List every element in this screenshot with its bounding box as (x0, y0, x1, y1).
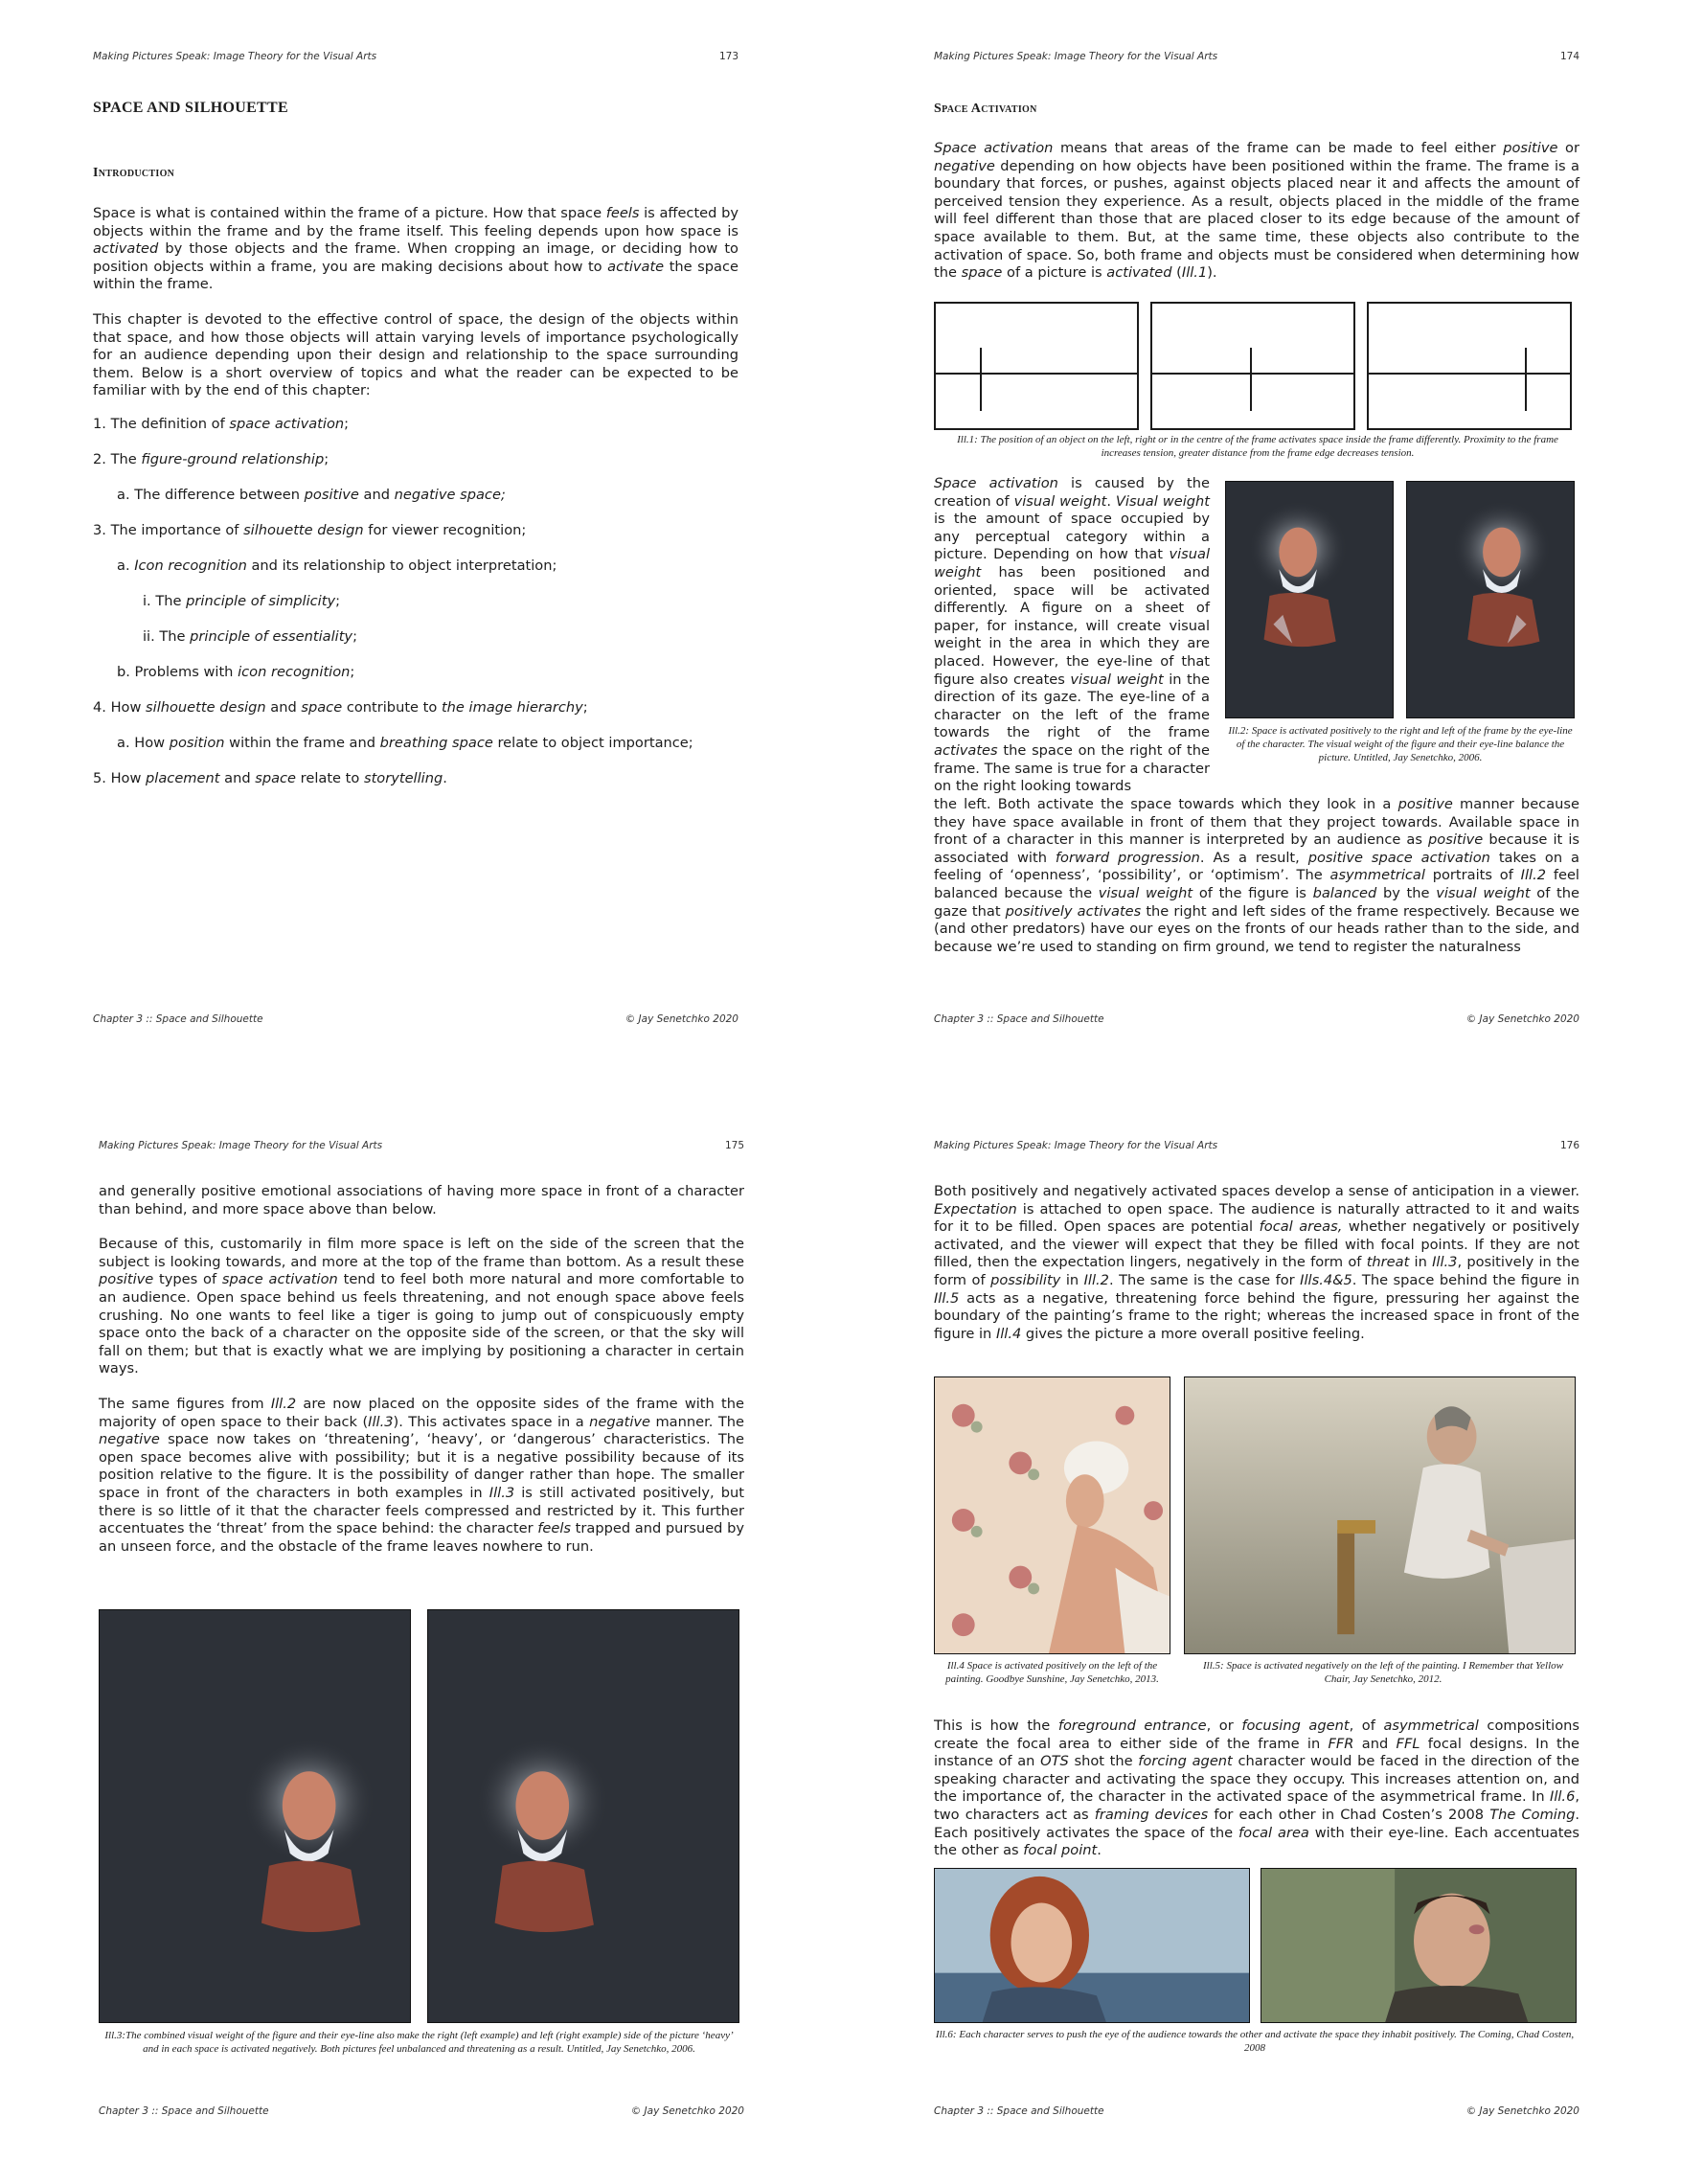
running-footer: Chapter 3 :: Space and Silhouette © Jay Senetchko 2020 (99, 2105, 744, 2117)
list-item: 3. The importance of silhouette design for viewer recognition; (93, 522, 527, 538)
ill3-caption: Ill.3:The combined visual weight of the figure and their eye-line also make the right (left example) and left (right example) side of the picture ‘heavy’ and in each space is activated negatively. Both pictures feel unbalanced and threatening as a result. Untitled, Jay Senetchko, 2006. (104, 2030, 734, 2055)
list-item: a. How position within the frame and breathing space relate to object importance; (117, 735, 693, 751)
ill4-caption: Ill.4 Space is activated positively on the left of the painting. Goodbye Sunshine, Jay Senetchko, 2013. (945, 1660, 1159, 1685)
ill6-caption: Ill.6: Each character serves to push the eye of the audience towards the other and activate the space they inhabit positively. The Coming, Chad Costen, 2008 (935, 2029, 1575, 2054)
object-line (1525, 348, 1527, 411)
ill1-frame-center (1150, 302, 1355, 430)
running-header: Making Pictures Speak: Image Theory for the Visual Arts 175 (99, 1140, 744, 1151)
running-footer: Chapter 3 :: Space and Silhouette © Jay Senetchko 2020 (934, 1013, 1579, 1025)
running-header: Making Pictures Speak: Image Theory for the Visual Arts 174 (934, 51, 1579, 62)
object-line (980, 348, 982, 411)
horizon-line (1152, 373, 1353, 375)
ill5-caption: Ill.5: Space is activated negatively on the left of the painting. I Remember that Yellow Chair, Jay Senetchko, 2012. (1203, 1660, 1563, 1685)
film-still-illustration (1261, 1869, 1576, 2022)
ill2-caption: Ill.2: Space is activated positively to the right and left of the frame by the eye-line of the character. The visual weight of the figure and their eye-line balance the picture. Untitled, Jay Senetchko, 2006. (1228, 725, 1573, 763)
film-still-illustration (935, 1869, 1249, 2022)
paragraph: Space activation is caused by the creation of visual weight. Visual weight is the amount of space occupied by any perceptual category within a picture. Depending on how that visual weight has been positioned and oriented, space will be activated differently. A figure on a sheet of paper, for instance, will create visual weight in the area in which they are placed. However, the eye-line of that figure also creates visual weight in the direction of its gaze. The eye-line of a character on the left of the frame towards the right of the frame activates the space on the right of the frame. The same is true for a character on the right looking towards (934, 475, 1210, 795)
portrait-illustration (100, 1610, 410, 2022)
page-173 (0, 0, 840, 1092)
intro-text (93, 205, 738, 418)
paragraph: the left. Both activate the space towards which they look in a positive manner because they have space available in front of them that they project towards. Available space in front of a character in this manner is interpreted by an audience as positive because it is associated with forward progression. As a result, positive space activation takes on a feeling of ‘openness’, ‘possibility’, or ‘optimism’. The asymmetrical portraits of Ill.2 feel balanced because the visual weight of the figure is balanced by the visual weight of the gaze that positively activates the right and left sides of the frame respectively. Because we (and other predators) have our eyes on the fronts of our heads rather than to the side, and because we’re used to standing on firm ground, we tend to register the naturalness (934, 796, 1580, 955)
ill5-painting (1184, 1376, 1576, 1654)
page-number: 174 (1559, 51, 1579, 62)
page-number: 175 (724, 1140, 744, 1151)
full-width-text (934, 796, 1579, 956)
running-header: Making Pictures Speak: Image Theory for the Visual Arts 173 (93, 51, 738, 62)
ill2-portrait-right (1406, 481, 1575, 718)
list-item: a. Icon recognition and its relationship to object interpretation; (117, 557, 557, 574)
page-174 (841, 0, 1681, 1092)
page-number: 176 (1559, 1140, 1579, 1151)
portrait-illustration (1226, 482, 1393, 717)
section-heading: Space Activation (934, 102, 1037, 116)
space-activation-text (934, 140, 1579, 300)
portrait-illustration (1407, 482, 1574, 717)
running-header: Making Pictures Speak: Image Theory for the Visual Arts 176 (934, 1140, 1579, 1151)
paragraph: Both positively and negatively activated spaces develop a sense of anticipation in a viewer. Expectation is attached to open space. The audience is naturally attracted to it and waits for it to be filled. Open spaces are potential focal areas, whether negatively or positively activated, and the viewer will expect that they be filled with focal points. If they are not filled, then the expectation lingers, negatively in the form of threat in Ill.3, positively in the form of possibility in Ill.2. The same is the case for Ills.4&5. The space behind the figure in Ill.5 acts as a negative, threatening force behind the figure, pressuring her against the boundary of the painting’s frame to the right; whereas the increased space in front of the figure in Ill.4 gives the picture a more overall positive feeling. (934, 1183, 1580, 1342)
list-item: 5. How placement and space relate to storytelling. (93, 770, 447, 786)
ill2-portrait-left (1225, 481, 1394, 718)
list-item: a. The difference between positive and negative space; (117, 487, 506, 503)
intro-paragraph-1: Space is what is contained within the frame of a picture. How that space feels is affected by objects within the frame and by the frame itself. This feeling depends upon how space is activated by those objects and the frame. When cropping an image, or deciding how to position objects within a frame, you are making decisions about how to activate the space within the frame. (93, 205, 738, 293)
page-176 (841, 1092, 1681, 2184)
column-text (934, 475, 1210, 796)
running-footer: Chapter 3 :: Space and Silhouette © Jay Senetchko 2020 (934, 2105, 1579, 2117)
paragraph: Space activation means that areas of the frame can be made to feel either positive or negative depending on how objects have been positioned within the frame. The frame is a boundary that forces, or pushes, against objects placed near it and affects the amount of perceived tension they experience. As a result, objects placed in the middle of the frame will feel different than those that are placed closer to its edge because of the amount of space available to them. But, at the same time, these objects also contribute to the activation of space. So, both frame and objects must be considered when determining how the space of a picture is activated (Ill.1). (934, 140, 1579, 282)
intro-paragraph-2: This chapter is devoted to the effective control of space, the design of the objects within that space, and how those objects will attain varying levels of importance psychologically for an audience depending upon their design and relationship to the space surrounding them. Below is a short overview of topics and what the reader can be expected to be familiar with by the end of this chapter: (93, 310, 738, 399)
portrait-illustration (428, 1610, 738, 2022)
page-175 (0, 1092, 840, 2184)
ill1-caption: Ill.1: The position of an object on the left, right or in the centre of the frame activates space inside the frame differently. Proximity to the frame increases tension, greater distance from the frame edge decreases tension. (957, 434, 1558, 459)
ill1-frame-right (1367, 302, 1572, 430)
horizon-line (936, 373, 1137, 375)
section-heading: Introduction (93, 166, 175, 180)
list-item: i. The principle of simplicity; (143, 593, 341, 609)
list-item: b. Problems with icon recognition; (117, 664, 355, 680)
list-item: 2. The figure-ground relationship; (93, 451, 329, 467)
ill1-frame-left (934, 302, 1139, 430)
list-item: 4. How silhouette design and space contribute to the image hierarchy; (93, 699, 588, 716)
object-line (1250, 348, 1252, 411)
paragraph: The same figures from Ill.2 are now placed on the opposite sides of the frame with the majority of open space to their back (Ill.3). This activates space in a negative manner. The negative space now takes on ‘threatening’, ‘heavy’, or ‘dangerous’ characteristics. The open space becomes alive with possibility; but it is a negative possibility because of its position relative to the figure. It is the possibility of danger rather than hope. The smaller space in front of the characters in both examples in Ill.3 is still activated positively, but there is so little of it that the character feels compressed and restricted by it. This further accentuates the ‘threat’ from the space behind: the character feels trapped and pursued by an unseen force, and the obstacle of the frame leaves nowhere to run. (99, 1395, 744, 1555)
running-footer: Chapter 3 :: Space and Silhouette © Jay Senetchko 2020 (93, 1013, 738, 1025)
ill6-still-left (934, 1868, 1250, 2023)
paragraph: Because of this, customarily in film more space is left on the side of the screen that the subject is looking towards, and more at the top of the frame than bottom. As a result these positive types of space activation tend to feel both more natural and more comfortable to an audience. Open space behind us feels threatening, and not enough space above feels crushing. No one wants to feel like a tiger is going to jump out of conspicuously empty space onto the back of a character on the opposite side of the screen, or that the sky will fall on them; but that is exactly what we are implying by positioning a character in certain ways. (99, 1236, 744, 1377)
ill3-portrait-left (99, 1609, 411, 2023)
page-number: 173 (718, 51, 738, 62)
painting-illustration (1185, 1377, 1575, 1653)
horizon-line (1369, 373, 1570, 375)
page-175-text (99, 1183, 744, 1573)
paragraph: and generally positive emotional associations of having more space in front of a character than behind, and more space above than below. (99, 1183, 744, 1217)
painting-illustration (935, 1377, 1170, 1653)
ill4-painting (934, 1376, 1170, 1654)
paragraph: This is how the foreground entrance, or focusing agent, of asymmetrical compositions create the focal area to either side of the frame in FFR and FFL focal designs. In the instance of an OTS shot the forcing agent character would be faced in the direction of the speaking character and activating the space they occupy. This increases attention on, and the importance of, the character in the activated space of the asymmetrical frame. In Ill.6, two characters act as framing devices for each other in Chad Costen’s 2008 The Coming. Each positively activates the space of the focal area with their eye-line. Each accentuates the other as focal point. (934, 1718, 1579, 1859)
page-176-text-2 (934, 1718, 1579, 1860)
list-item: 1. The definition of space activation; (93, 416, 350, 432)
list-item: ii. The principle of essentiality; (143, 628, 357, 645)
page-176-text (934, 1183, 1579, 1360)
ill3-portrait-right (427, 1609, 739, 2023)
ill6-still-right (1261, 1868, 1577, 2023)
chapter-title: SPACE AND SILHOUETTE (93, 100, 288, 116)
